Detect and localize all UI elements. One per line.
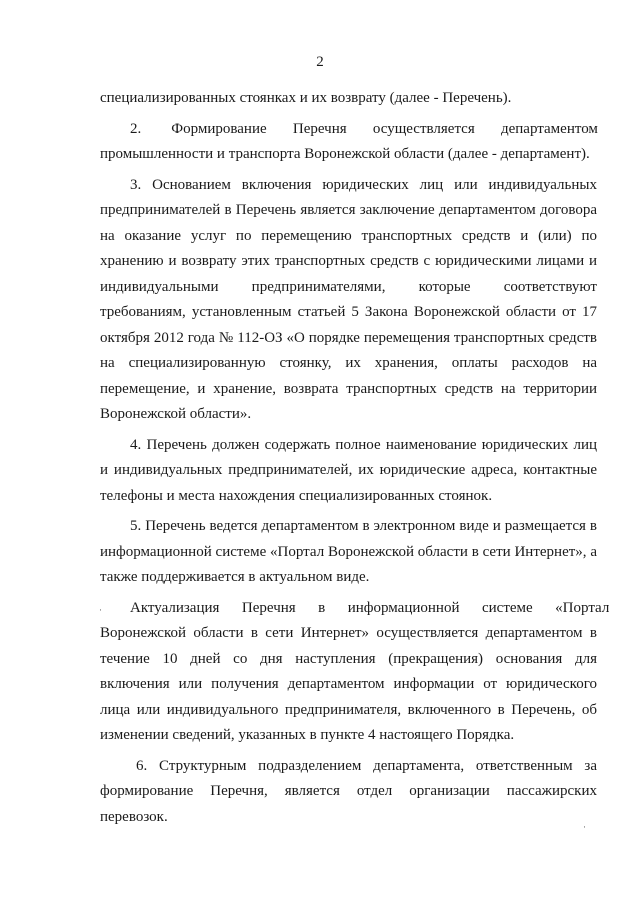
paragraph-6: 6. Структурным подразделением департамента, ответственным за формирование Перечня, является отдел организации пассажирских перевозок. bbox=[100, 757, 597, 825]
scan-speck: · bbox=[99, 605, 102, 615]
paragraph-5: 5. Перечень ведется департаментом в электронном виде и размещается в информационной системе «Портал Воронежской области в сети Интернет», а также поддерживается в актуальном виде. bbox=[100, 518, 597, 585]
document-body bbox=[100, 86, 610, 835]
page-number: 2 bbox=[316, 54, 324, 70]
scan-speck: · bbox=[583, 822, 586, 832]
paragraph-3: 3. Основанием включения юридических лиц или индивидуальных предпринимателей в Перечень является заключение департаментом договора на оказание услуг по перемещению транспортных средств и (или) по хранению и возврату этих транспортных средств с юридическими лицами и индивидуальными предпринимателями, которые соответствуют требованиям, установленным статьей 5 Закона Воронежской области от 17 октября 2012 года № 112-ОЗ «О порядке перемещения транспортных средств на специализированную стоянку, их хранения, оплаты расходов на перемещение, и хранение, возврата транспортных средств на территории Воронежской области». bbox=[100, 176, 597, 422]
paragraph-2: 2. Формирование Перечня осуществляется департаментом промышленности и транспорта Воронежской области (далее - департамент). bbox=[100, 120, 598, 162]
paragraph-continuation: специализированных стоянках и их возврату (далее - Перечень). bbox=[100, 90, 512, 106]
paragraph-5-update: Актуализация Перечня в информационной системе «Портал Воронежской области в сети Интернет» осуществляется департаментом в течение 10 дней со дня наступления (прекращения) основания для включения или получения департаментом информации от юридического лица или индивидуального предпринимателя, включенного в Перечень, об изменении сведений, указанных в пункте 4 настоящего Порядка. bbox=[100, 599, 610, 743]
paragraph-4: 4. Перечень должен содержать полное наименование юридических лиц и индивидуальных предпринимателей, их юридические адреса, контактные телефоны и места нахождения специализированных стоянок. bbox=[100, 436, 597, 504]
